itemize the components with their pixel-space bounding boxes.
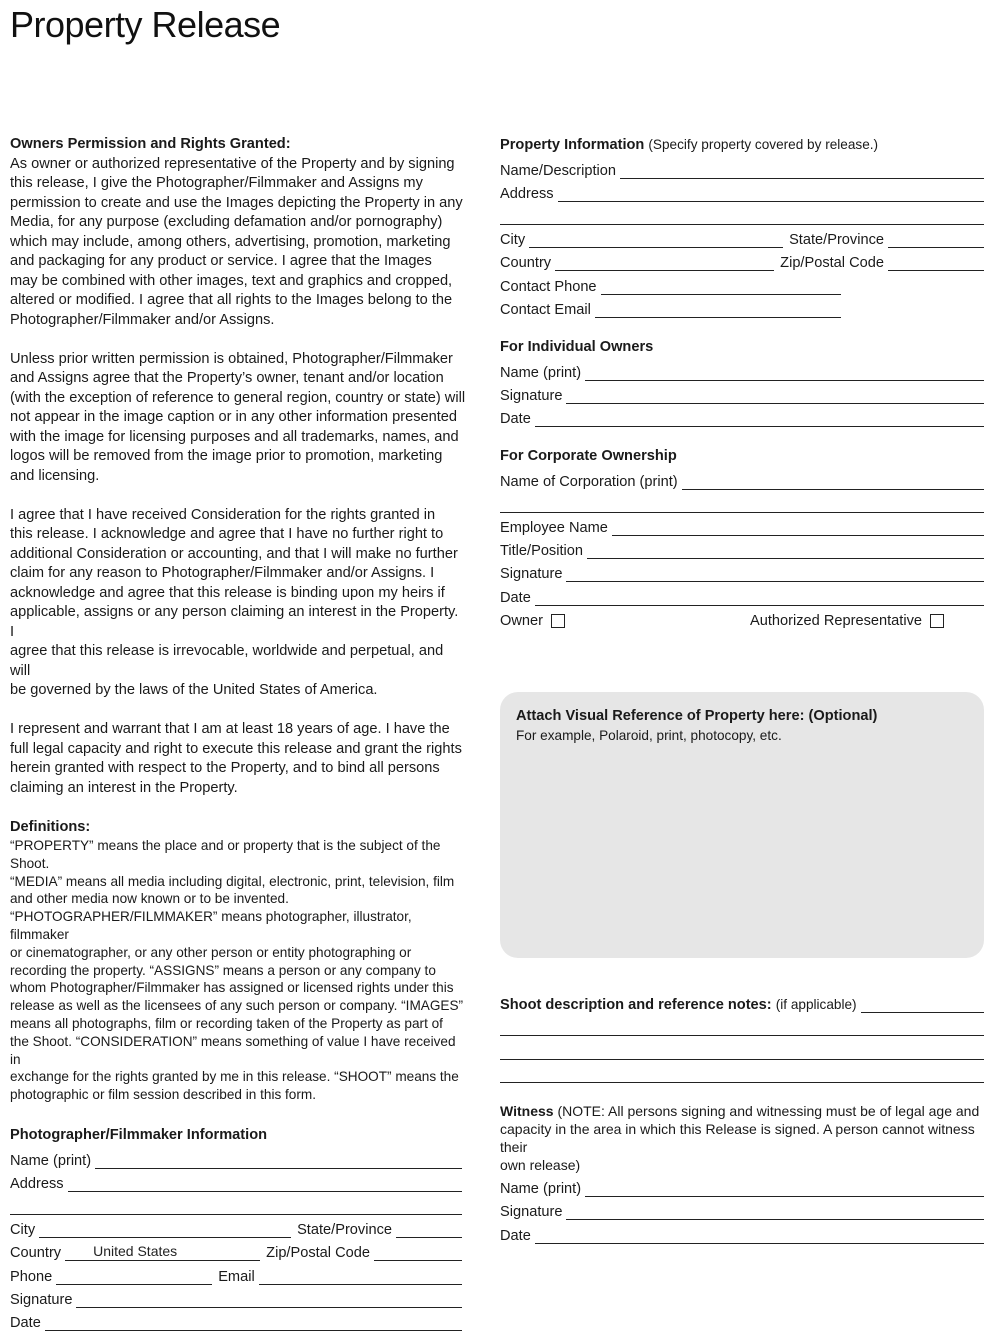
text-line: this release. I acknowledge and agree that I have no further right to xyxy=(10,526,444,542)
text-line: “MEDIA” means all media including digital, electronic, print, television, film xyxy=(10,873,455,889)
text-line: and other media now known or to be invented. xyxy=(10,891,289,907)
text-line: “PHOTOGRAPHER/FILMMAKER” means photographer, illustrator, filmmaker xyxy=(10,909,412,942)
property-address-line2-field[interactable] xyxy=(500,209,984,225)
employee-name-label: Employee Name xyxy=(500,519,608,536)
signature-label: Signature xyxy=(500,387,563,404)
individual-signature-field[interactable] xyxy=(566,388,984,404)
text-line: photographic or film session described in this form. xyxy=(10,1087,316,1103)
text-line: the Shoot. “CONSIDERATION” means something of value I have received in xyxy=(10,1033,456,1067)
photographer-name-field[interactable] xyxy=(95,1153,462,1169)
text-line: logos will be removed from the image prior to promotion, marketing xyxy=(10,448,443,464)
photographer-address-field[interactable] xyxy=(68,1176,462,1192)
photographer-signature-field[interactable] xyxy=(76,1292,462,1308)
text-line: and Assigns agree that the Property’s owner, tenant and/or location xyxy=(10,370,444,386)
text-line: and packaging for any product or service. I agree that the Images xyxy=(10,253,432,269)
country-value: United States xyxy=(93,1243,178,1260)
text-line: altered or modified. I agree that all rights to the Images belong to the xyxy=(10,292,453,308)
corporate-ownership-heading: For Corporate Ownership xyxy=(500,447,677,464)
corporation-name-field[interactable] xyxy=(682,474,984,490)
photographer-address-line2-field[interactable] xyxy=(10,1199,462,1215)
definitions-heading: Definitions: xyxy=(10,818,91,835)
corporation-name-line2-field[interactable] xyxy=(500,497,984,513)
shoot-notes-line-2[interactable] xyxy=(500,1020,984,1036)
email-label: Email xyxy=(218,1268,255,1285)
contact-phone-label: Contact Phone xyxy=(500,278,597,295)
date-label: Date xyxy=(500,1227,531,1244)
witness-note: Witness (NOTE: All persons signing and witnessing must be of legal age and xyxy=(500,1103,980,1119)
text-line: whom Photographer/Filmmaker has assigned or licensed rights under this xyxy=(10,980,454,996)
authorized-rep-label: Authorized Representative xyxy=(750,612,922,629)
witness-note-line: own release) xyxy=(500,1157,581,1173)
date-label: Date xyxy=(500,410,531,427)
photographer-state-field[interactable] xyxy=(396,1222,462,1238)
text-line: release as well as the licensees of any such person or company. “IMAGES” xyxy=(10,998,464,1014)
property-info-heading: Property Information (Specify property covered by release.) xyxy=(500,137,879,153)
property-city-field[interactable] xyxy=(529,232,783,248)
shoot-description-section xyxy=(500,990,984,1083)
text-line: exchange for the rights granted by me in this release. “SHOOT” means the xyxy=(10,1069,459,1085)
contact-email-label: Contact Email xyxy=(500,301,591,318)
owner-label: Owner xyxy=(500,612,543,629)
phone-label: Phone xyxy=(10,1268,53,1285)
authorized-rep-checkbox[interactable] xyxy=(930,614,944,628)
corporate-signature-field[interactable] xyxy=(566,566,984,582)
state-label: State/Province xyxy=(297,1222,392,1239)
witness-signature-field[interactable] xyxy=(566,1204,984,1220)
owner-checkbox[interactable] xyxy=(551,614,565,628)
shoot-description-label: Shoot description and reference notes: (if applicable) xyxy=(500,997,857,1014)
left-column xyxy=(10,135,466,1331)
text-line: I represent and warrant that I am at least 18 years of age. I have the xyxy=(10,721,450,737)
text-line: agree that this release is irrevocable, worldwide and perpetual, and will xyxy=(10,643,444,679)
name-label: Name (print) xyxy=(500,364,582,381)
employee-name-field[interactable] xyxy=(612,520,984,536)
address-label: Address xyxy=(10,1175,64,1192)
attach-heading: Attach Visual Reference of Property here: (Optional) xyxy=(516,708,878,724)
shoot-notes-line-4[interactable] xyxy=(500,1067,984,1083)
property-country-field[interactable] xyxy=(555,255,774,271)
property-state-field[interactable] xyxy=(888,232,984,248)
consideration-paragraph xyxy=(10,506,466,701)
text-line: which may include, among others, advertising, promotion, marketing xyxy=(10,233,451,250)
authorized-rep-option xyxy=(750,613,944,629)
text-line: be governed by the laws of the United States of America. xyxy=(10,682,378,698)
text-line: Unless prior written permission is obtained, Photographer/Filmmaker xyxy=(10,350,453,367)
witness-section xyxy=(500,1102,984,1244)
definitions-text xyxy=(10,837,466,1104)
photographer-phone-field[interactable] xyxy=(56,1269,212,1285)
witness-date-field[interactable] xyxy=(535,1228,984,1244)
city-label: City xyxy=(500,232,526,249)
individual-date-field[interactable] xyxy=(535,411,984,427)
corporation-label: Name of Corporation (print) xyxy=(500,473,678,490)
text-line: permission to create and use the Images depicting the Property in any xyxy=(10,194,463,211)
warranty-paragraph xyxy=(10,720,466,798)
shoot-notes-line-3[interactable] xyxy=(500,1044,984,1060)
state-label: State/Province xyxy=(789,232,884,249)
page-title: Property Release xyxy=(10,4,281,45)
country-label: Country xyxy=(500,255,552,272)
text-line: acknowledge and agree that this release is binding upon my heirs if xyxy=(10,584,445,601)
photographer-zip-field[interactable] xyxy=(374,1245,462,1261)
date-label: Date xyxy=(10,1314,41,1331)
privacy-paragraph xyxy=(10,350,466,487)
attach-subtext: For example, Polaroid, print, photocopy, etc. xyxy=(516,728,782,743)
title-position-label: Title/Position xyxy=(500,543,584,560)
contact-email-field[interactable] xyxy=(595,302,841,318)
name-description-label: Name/Description xyxy=(500,162,616,179)
contact-phone-field[interactable] xyxy=(601,279,841,295)
text-line: (with the exception of reference to general region, country or state) will xyxy=(10,389,466,406)
text-line: not appear in the image caption or in any other information presented xyxy=(10,409,458,425)
text-line: this release, I give the Photographer/Filmmaker and Assigns my xyxy=(10,175,423,191)
text-line: applicable, assigns or any person claiming an interest in the Property. I xyxy=(10,604,459,640)
text-line: or cinematographer, or any other person or entity photographing or xyxy=(10,944,412,960)
property-zip-field[interactable] xyxy=(888,255,984,271)
individual-name-field[interactable] xyxy=(585,365,984,381)
corporate-date-field[interactable] xyxy=(535,590,984,606)
text-line: means all photographs, film or recording taken of the Property as part of xyxy=(10,1015,443,1031)
text-line: recording the property. “ASSIGNS” means a person or any company to xyxy=(10,962,436,978)
text-line: I agree that I have received Consideration for the rights granted in xyxy=(10,506,436,523)
date-label: Date xyxy=(500,589,531,606)
signature-label: Signature xyxy=(10,1291,73,1308)
name-label: Name (print) xyxy=(500,1181,582,1198)
photographer-date-field[interactable] xyxy=(45,1315,462,1331)
text-line: herein granted with respect to the Property, and to bind all persons xyxy=(10,760,440,776)
owners-permission-text xyxy=(10,155,466,331)
zip-label: Zip/Postal Code xyxy=(780,255,884,272)
photographer-country-field[interactable] xyxy=(65,1245,260,1261)
text-line: Photographer/Filmmaker and/or Assigns. xyxy=(10,311,275,328)
owners-permission-heading: Owners Permission and Rights Granted: xyxy=(10,136,291,152)
text-line: As owner or authorized representative of the Property and by signing xyxy=(10,155,455,172)
photographer-city-field[interactable] xyxy=(39,1222,291,1238)
witness-name-field[interactable] xyxy=(585,1181,984,1197)
text-line: claiming an interest in the Property. xyxy=(10,779,238,796)
text-line: Media, for any purpose (excluding defamation and/or pornography) xyxy=(10,214,443,230)
property-name-field[interactable] xyxy=(620,163,984,179)
country-label: Country xyxy=(10,1245,62,1262)
right-column xyxy=(500,135,984,629)
owner-option xyxy=(500,613,565,629)
photographer-email-field[interactable] xyxy=(259,1269,462,1285)
text-line: claim for any reason to Photographer/Filmmaker and/or Assigns. I xyxy=(10,565,435,581)
text-line: with the image for licensing purposes and all trademarks, names, and xyxy=(10,428,459,445)
name-label: Name (print) xyxy=(10,1152,92,1169)
shoot-description-field[interactable] xyxy=(861,997,984,1013)
city-label: City xyxy=(10,1222,36,1239)
address-label: Address xyxy=(500,185,554,202)
text-line: full legal capacity and right to execute this release and grant the rights xyxy=(10,740,462,757)
photographer-form xyxy=(10,1145,462,1331)
title-position-field[interactable] xyxy=(587,543,984,559)
attach-visual-reference-area[interactable] xyxy=(500,692,984,958)
individual-owners-heading: For Individual Owners xyxy=(500,338,654,355)
property-address-field[interactable] xyxy=(558,186,984,202)
text-line: additional Consideration or accounting, and that I will make no further xyxy=(10,545,458,562)
zip-label: Zip/Postal Code xyxy=(266,1245,370,1262)
signature-label: Signature xyxy=(500,566,563,583)
signature-label: Signature xyxy=(500,1204,563,1221)
witness-note-line: capacity in the area in which this Release is signed. A person cannot witness their xyxy=(500,1121,975,1155)
text-line: may be combined with other images, text and graphics and cropped, xyxy=(10,272,453,289)
text-line: and licensing. xyxy=(10,467,100,484)
text-line: “PROPERTY” means the place and or property that is the subject of the Shoot. xyxy=(10,838,441,871)
photographer-heading: Photographer/Filmmaker Information xyxy=(10,1126,268,1143)
